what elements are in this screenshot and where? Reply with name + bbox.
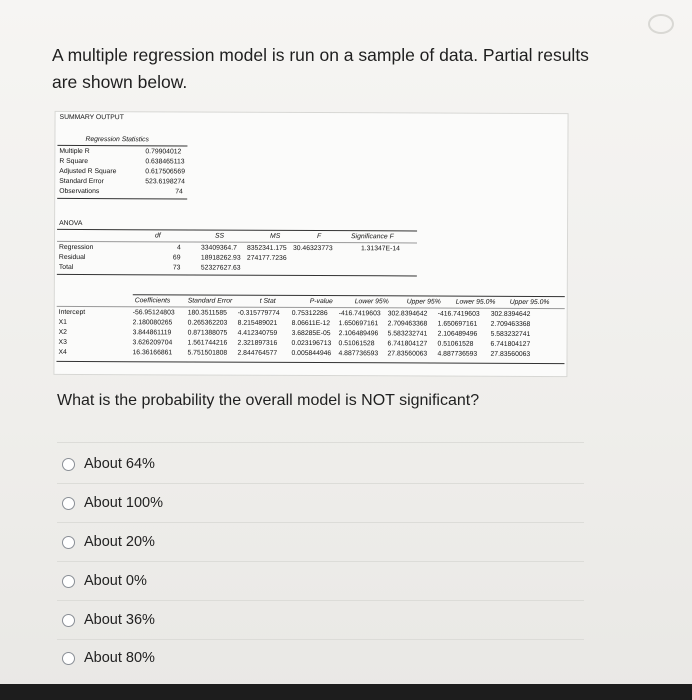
reg-stat-label: R Square [59,157,89,166]
coef-header: Lower 95% [354,298,389,306]
answer-option[interactable] [62,491,163,515]
answer-label: About 64% [84,456,155,472]
reg-stat-label: Standard Error [59,177,104,186]
coef-cell: 2.709463368 [490,320,531,328]
anova-sig: 1.31347E-14 [360,245,400,253]
question-title: A multiple regression model is run on a sample of data. Partial results are shown below. [52,45,589,92]
coef-cell: 0.75312286 [291,309,328,318]
coef-cell: 5.751501808 [187,349,228,357]
reg-stats-title: Regression Statistics [85,136,149,144]
anova-ss: 33409364.7 [200,244,237,252]
question-text: What is the probability the overall model is NOT significant? [57,392,480,409]
reg-stat-value: 523.6198274 [145,178,185,186]
anova-ss: 18918262.93 [200,254,241,262]
radio-icon[interactable] [62,536,75,549]
regression-output-image [53,111,568,377]
coef-cell: 0.51061528 [338,340,375,348]
radio-icon[interactable] [62,614,75,627]
summary-title: SUMMARY OUTPUT [59,113,124,122]
coef-cell: 6.741804127 [387,340,428,348]
anova-header-rule [57,241,417,244]
coef-header: Coefficients [134,297,171,305]
coef-row-label: X3 [58,338,67,346]
answer-label: About 20% [84,534,155,550]
divider [57,442,584,443]
answer-option[interactable] [62,452,155,476]
anova-row-label: Total [58,263,74,271]
radio-icon[interactable] [62,652,75,665]
coef-bottom-rule [56,361,564,364]
coef-header: Standard Error [187,297,233,305]
coef-cell: -0.315779774 [237,309,280,317]
anova-df: 69 [172,254,181,262]
coef-header: Lower 95.0% [455,298,496,306]
coef-cell: 3.626209704 [132,339,173,347]
coef-header: Upper 95% [406,298,441,306]
anova-bottom-rule [57,274,417,277]
coef-cell: 302.8394642 [490,310,531,318]
coef-cell: 3.68285E-05 [291,329,331,338]
anova-ss: 52327627.63 [200,264,241,272]
reg-stat-value: 0.638465113 [145,158,185,166]
reg-stat-label: Adjusted R Square [59,167,117,176]
anova-title: ANOVA [59,219,83,228]
coef-row-label: Intercept [58,308,86,317]
reg-stats-bottom-rule [57,198,187,200]
coef-cell: 8.215489021 [237,319,278,327]
coef-cell: 0.005844946 [291,349,332,358]
answer-label: About 100% [84,495,164,511]
coef-cell: 2.844764577 [237,349,278,357]
radio-icon[interactable] [62,458,75,471]
coef-row-label: X4 [58,348,67,356]
coef-cell: 0.51061528 [437,340,474,348]
coef-cell: 3.844861119 [132,329,172,337]
coef-row-label: X2 [58,328,67,336]
coef-cell: 180.3511585 [187,309,227,317]
anova-row-label: Residual [58,253,86,262]
coef-cell: 27.83560063 [387,350,428,358]
coef-cell: 0.023196713 [291,339,332,348]
divider [57,483,584,484]
divider [57,561,584,562]
answer-label: About 80% [84,650,155,666]
reg-stats-top-rule [57,145,187,147]
anova-header: SS [215,232,225,240]
coef-header: Upper 95.0% [509,298,550,307]
coef-cell: 2.709463368 [387,320,428,328]
reg-stat-label: Multiple R [59,147,90,156]
anova-df: 73 [172,264,181,272]
answer-option[interactable] [62,608,155,632]
coef-cell: -416.7419603 [437,310,480,318]
anova-f: 30.46323773 [292,244,333,253]
answer-label: About 36% [84,612,155,628]
reg-stat-label: Observations [59,187,100,196]
divider [57,600,584,601]
anova-header: MS [270,232,281,240]
anova-top-rule [57,229,417,232]
answer-label: About 0% [84,573,147,589]
coef-cell: 1.650697161 [338,320,379,328]
anova-header: Significance F [351,233,394,241]
coef-cell: 4.412340759 [237,329,278,337]
coef-cell: 0.871388075 [187,329,228,337]
coef-cell: 4.887736593 [338,350,379,358]
coef-row-label: X1 [58,318,67,326]
answer-option[interactable] [62,530,155,554]
coef-cell: 302.8394642 [387,310,428,318]
coef-cell: 6.741804127 [490,340,531,348]
anova-ms: 8352341.175 [246,244,287,252]
coef-cell: -416.7419603 [338,310,381,318]
coef-cell: 1.561744216 [187,339,228,347]
coef-cell: 8.06611E-12 [291,319,331,328]
anova-df: 4 [176,244,181,252]
coef-cell: 0.265362203 [187,319,228,327]
corner-icon [648,14,674,34]
divider [57,639,584,640]
anova-ms: 274177.7236 [246,254,287,262]
coef-cell: 4.887736593 [437,350,478,358]
coef-cell: 16.36166861 [132,349,173,357]
anova-row-label: Regression [58,243,94,252]
coef-cell: 2.321897316 [237,339,278,347]
radio-icon[interactable] [62,575,75,588]
reg-stat-value: 0.79904012 [145,148,182,156]
coef-cell: -56.95124803 [132,309,175,317]
coef-header: t Stat [259,297,276,305]
reg-stat-value: 0.617506569 [145,168,186,176]
answer-option[interactable] [62,646,155,670]
coef-cell: 1.650697161 [437,320,478,328]
coef-cell: 5.583232741 [387,330,428,338]
anova-header: df [155,232,161,240]
coef-cell: 2.106489496 [338,330,379,338]
coef-cell: 2.180080265 [132,319,173,327]
bottom-bar [0,684,692,700]
coef-cell: 27.83560063 [490,350,531,358]
coef-header: P-value [309,297,333,306]
divider [57,522,584,523]
radio-icon[interactable] [62,497,75,510]
reg-stat-value: 74 [175,188,183,196]
anova-header: F [317,233,322,241]
coef-cell: 2.106489496 [437,330,478,338]
coef-cell: 5.583232741 [490,330,531,338]
answer-option[interactable] [62,569,147,593]
